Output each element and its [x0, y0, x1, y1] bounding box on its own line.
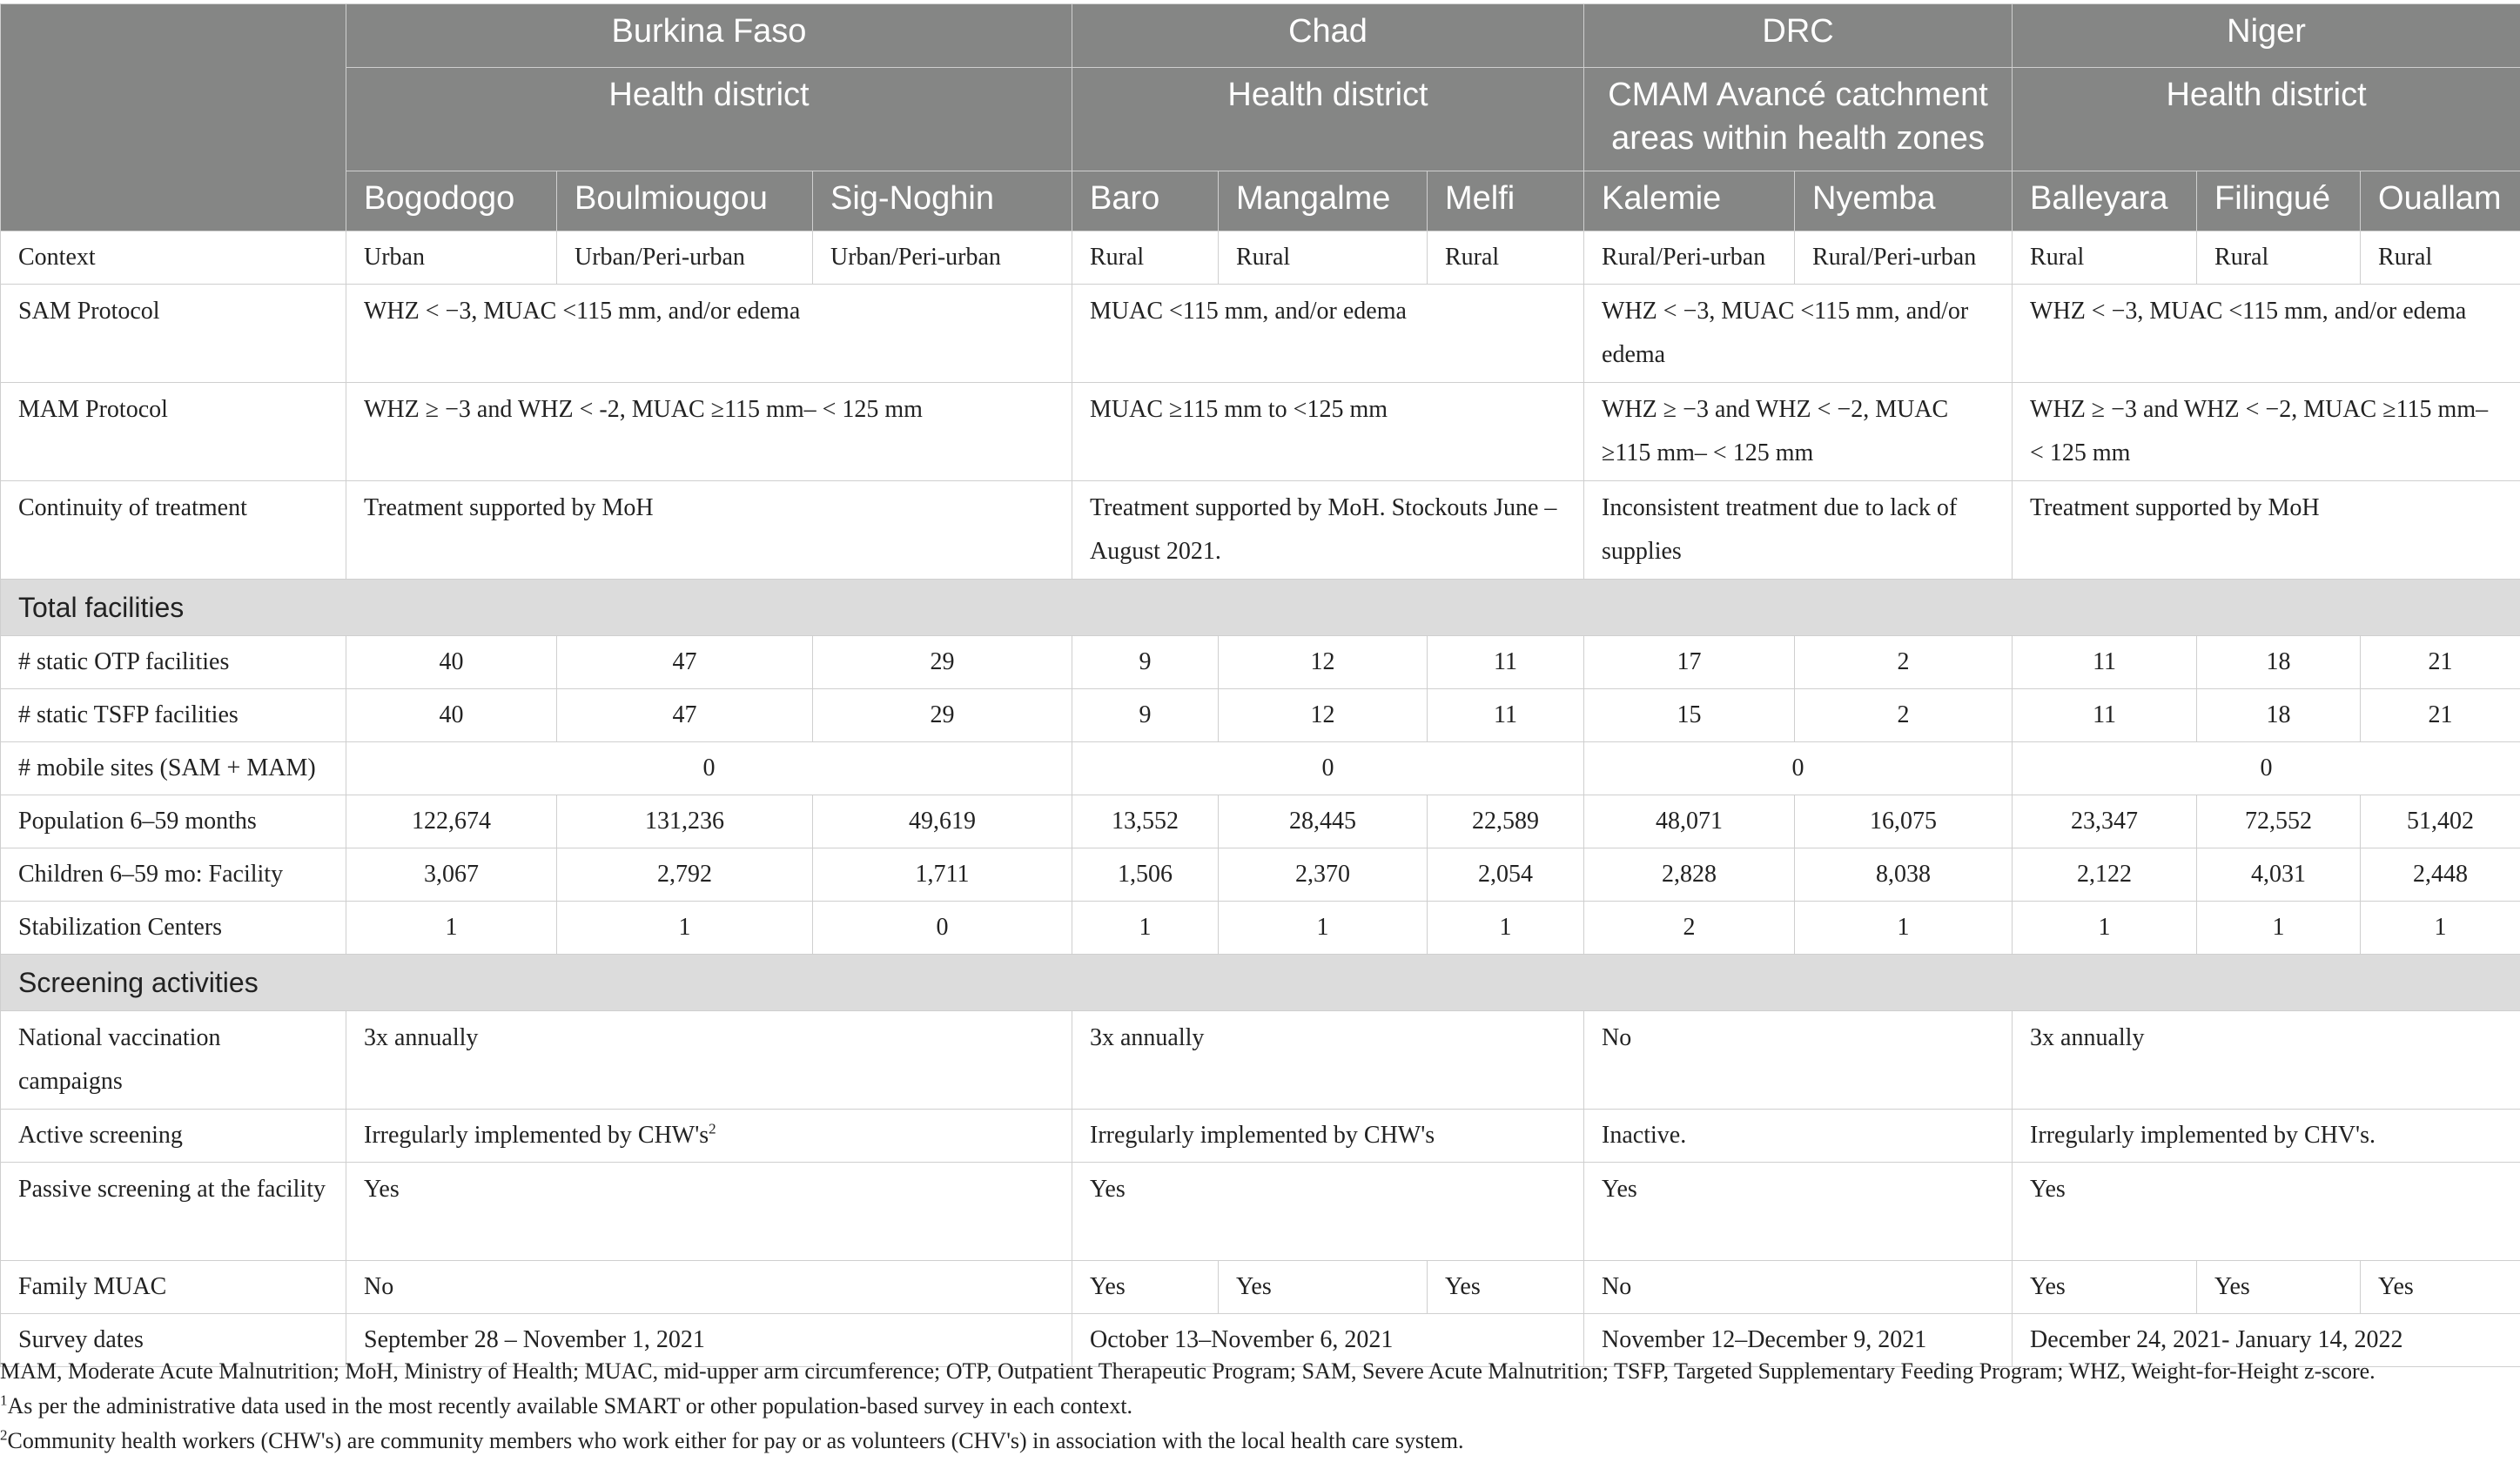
cell: 28,445 — [1219, 795, 1428, 848]
cell: Inconsistent treatment due to lack of supplies — [1584, 481, 2013, 580]
cell: 3x annually — [346, 1011, 1072, 1110]
cell: 3x annually — [1072, 1011, 1584, 1110]
cell: 1 — [1072, 902, 1219, 955]
cell: WHZ ≥ −3 and WHZ < −2, MUAC ≥115 mm– < 125 mm — [1584, 383, 2013, 481]
row-label: Continuity of treatment — [1, 481, 346, 580]
table-footnotes — [0, 1354, 2520, 1459]
row-vaccination — [1, 1011, 2520, 1110]
row-label: # static TSFP facilities — [1, 689, 346, 742]
cell: Yes — [1428, 1261, 1584, 1314]
cell: 51,402 — [2361, 795, 2520, 848]
cell: Urban — [346, 231, 557, 285]
header-district-balleyara: Balleyara — [2013, 171, 2197, 231]
header-unit-chad: Health district — [1072, 68, 1584, 171]
row-label: Stabilization Centers — [1, 902, 346, 955]
cell: 2 — [1795, 636, 2013, 689]
cell: Yes — [2013, 1163, 2520, 1261]
cell: MUAC ≥115 mm to <125 mm — [1072, 383, 1584, 481]
header-unit-drc: CMAM Avancé catchment areas within health zones — [1584, 68, 2013, 171]
row-label: Children 6–59 mo: Facility — [1, 848, 346, 902]
header-unit-niger: Health district — [2013, 68, 2520, 171]
row-otp — [1, 636, 2520, 689]
row-population — [1, 795, 2520, 848]
cell: Irregularly implemented by CHW's — [1072, 1110, 1584, 1163]
cell: Yes — [1072, 1163, 1584, 1261]
header-district-mangalme: Mangalme — [1219, 171, 1428, 231]
cell: Rural — [2013, 231, 2197, 285]
cell: 40 — [346, 636, 557, 689]
cell: December 24, 2021- January 14, 2022 — [2013, 1314, 2520, 1367]
cell: 2 — [1584, 902, 1795, 955]
section-screening-activities — [1, 955, 2520, 1011]
cell: 0 — [2013, 742, 2520, 795]
row-family-muac — [1, 1261, 2520, 1314]
cell: 18 — [2197, 636, 2361, 689]
section-title: Screening activities — [1, 955, 2520, 1011]
cell: 1 — [1428, 902, 1584, 955]
cell: 9 — [1072, 689, 1219, 742]
cell: 1 — [2361, 902, 2520, 955]
cell: WHZ ≥ −3 and WHZ < −2, MUAC ≥115 mm– < 125 mm — [2013, 383, 2520, 481]
cell: 1 — [2197, 902, 2361, 955]
footnote-marker: 2 — [709, 1120, 716, 1137]
footnote-2 — [0, 1424, 2520, 1459]
cell: 2,122 — [2013, 848, 2197, 902]
cell: October 13–November 6, 2021 — [1072, 1314, 1584, 1367]
header-country-chad: Chad — [1072, 4, 1584, 68]
header-district-bogodogo: Bogodogo — [346, 171, 557, 231]
cell: 21 — [2361, 689, 2520, 742]
cell: 1 — [1795, 902, 2013, 955]
header-district-baro: Baro — [1072, 171, 1219, 231]
cell: Treatment supported by MoH. Stockouts June – August 2021. — [1072, 481, 1584, 580]
cell: 0 — [1072, 742, 1584, 795]
row-label: Family MUAC — [1, 1261, 346, 1314]
row-label: Context — [1, 231, 346, 285]
section-title: Total facilities — [1, 580, 2520, 636]
cell: Rural — [1219, 231, 1428, 285]
cell: 17 — [1584, 636, 1795, 689]
header-district-sig-noghin: Sig-Noghin — [813, 171, 1072, 231]
row-label: MAM Protocol — [1, 383, 346, 481]
cell: WHZ < −3, MUAC <115 mm, and/or edema — [2013, 285, 2520, 383]
cell: 40 — [346, 689, 557, 742]
footnote-marker: 1 — [0, 1392, 8, 1409]
cell: 29 — [813, 689, 1072, 742]
cell: 13,552 — [1072, 795, 1219, 848]
cell: 11 — [1428, 636, 1584, 689]
row-label: # static OTP facilities — [1, 636, 346, 689]
header-corner — [1, 4, 346, 231]
cell: 12 — [1219, 636, 1428, 689]
cell: 47 — [557, 689, 813, 742]
cell: 11 — [2013, 689, 2197, 742]
header-district-ouallam: Ouallam — [2361, 171, 2520, 231]
section-total-facilities — [1, 580, 2520, 636]
cell: Yes — [2013, 1261, 2197, 1314]
cell: Yes — [346, 1163, 1072, 1261]
cell: November 12–December 9, 2021 — [1584, 1314, 2013, 1367]
row-label: Active screening — [1, 1110, 346, 1163]
row-passive-screening — [1, 1163, 2520, 1261]
cell: Treatment supported by MoH — [2013, 481, 2520, 580]
cell: 0 — [1584, 742, 2013, 795]
row-tsfp — [1, 689, 2520, 742]
cell: 16,075 — [1795, 795, 2013, 848]
header-district-nyemba: Nyemba — [1795, 171, 2013, 231]
cell: No — [346, 1261, 1072, 1314]
cell: 2,792 — [557, 848, 813, 902]
cell: Urban/Peri-urban — [557, 231, 813, 285]
cell: Yes — [1219, 1261, 1428, 1314]
row-label: Population 6–59 months — [1, 795, 346, 848]
cell-text: Irregularly implemented by CHW's — [364, 1122, 709, 1149]
cell: No — [1584, 1261, 2013, 1314]
header-district-kalemie: Kalemie — [1584, 171, 1795, 231]
cell: 2,370 — [1219, 848, 1428, 902]
row-context — [1, 231, 2520, 285]
cell: No — [1584, 1011, 2013, 1110]
data-table — [0, 3, 2520, 1367]
cell: Rural — [1072, 231, 1219, 285]
row-mobile-sites — [1, 742, 2520, 795]
header-district-boulmiougou: Boulmiougou — [557, 171, 813, 231]
cell: 9 — [1072, 636, 1219, 689]
row-label: # mobile sites (SAM + MAM) — [1, 742, 346, 795]
cell: 1,711 — [813, 848, 1072, 902]
cell: Rural — [2197, 231, 2361, 285]
cell: 8,038 — [1795, 848, 2013, 902]
cell: 11 — [2013, 636, 2197, 689]
cell: 3x annually — [2013, 1011, 2520, 1110]
cell — [346, 1110, 1072, 1163]
cell: 15 — [1584, 689, 1795, 742]
cell: 0 — [346, 742, 1072, 795]
row-sam-protocol — [1, 285, 2520, 383]
cell: 21 — [2361, 636, 2520, 689]
cell: 29 — [813, 636, 1072, 689]
cell: Inactive. — [1584, 1110, 2013, 1163]
cell: 122,674 — [346, 795, 557, 848]
cell: 22,589 — [1428, 795, 1584, 848]
cell: 49,619 — [813, 795, 1072, 848]
row-children-facility — [1, 848, 2520, 902]
footnote-1 — [0, 1389, 2520, 1424]
cell: Irregularly implemented by CHV's. — [2013, 1110, 2520, 1163]
cell: 12 — [1219, 689, 1428, 742]
cell: 1 — [557, 902, 813, 955]
cell: Yes — [2361, 1261, 2520, 1314]
cell: 48,071 — [1584, 795, 1795, 848]
header-country-niger: Niger — [2013, 4, 2520, 68]
cell: WHZ < −3, MUAC <115 mm, and/or edema — [346, 285, 1072, 383]
cell: 72,552 — [2197, 795, 2361, 848]
cell: WHZ ≥ −3 and WHZ < -2, MUAC ≥115 mm– < 125 mm — [346, 383, 1072, 481]
cell: 3,067 — [346, 848, 557, 902]
row-label: Survey dates — [1, 1314, 346, 1367]
row-active-screening — [1, 1110, 2520, 1163]
header-district-filingue: Filingué — [2197, 171, 2361, 231]
cell: 2,448 — [2361, 848, 2520, 902]
footnote-abbreviations: MAM, Moderate Acute Malnutrition; MoH, Ministry of Health; MUAC, mid-upper arm circumference; OTP, Outpatient Therapeutic Program; SAM, Severe Acute Malnutrition; TSFP, Targeted Supplementary Feeding Program; WHZ, Weight-for-Height z-score. — [0, 1358, 2376, 1384]
cell: 2,828 — [1584, 848, 1795, 902]
cell: MUAC <115 mm, and/or edema — [1072, 285, 1584, 383]
cell: September 28 – November 1, 2021 — [346, 1314, 1072, 1367]
footnote-marker: 2 — [0, 1426, 8, 1444]
header-country-burkina-faso: Burkina Faso — [346, 4, 1072, 68]
cell: 2,054 — [1428, 848, 1584, 902]
cell: 4,031 — [2197, 848, 2361, 902]
cell: 47 — [557, 636, 813, 689]
cell: Yes — [2197, 1261, 2361, 1314]
footnote-text: As per the administrative data used in the most recently available SMART or other population-based survey in each context. — [7, 1393, 1133, 1418]
row-label: Passive screening at the facility — [1, 1163, 346, 1261]
cell: Rural — [1428, 231, 1584, 285]
header-unit-burkina-faso: Health district — [346, 68, 1072, 171]
row-label: National vaccination campaigns — [1, 1011, 346, 1110]
cell: Urban/Peri-urban — [813, 231, 1072, 285]
cell: Rural — [2361, 231, 2520, 285]
cell: Yes — [1584, 1163, 2013, 1261]
cell: 1,506 — [1072, 848, 1219, 902]
cell: Yes — [1072, 1261, 1219, 1314]
cell: 131,236 — [557, 795, 813, 848]
cell: 0 — [813, 902, 1072, 955]
row-label: SAM Protocol — [1, 285, 346, 383]
cell: 18 — [2197, 689, 2361, 742]
header-country-drc: DRC — [1584, 4, 2013, 68]
cell: 2 — [1795, 689, 2013, 742]
cell: Rural/Peri-urban — [1584, 231, 1795, 285]
cell: 1 — [2013, 902, 2197, 955]
cell: WHZ < −3, MUAC <115 mm, and/or edema — [1584, 285, 2013, 383]
cell: 23,347 — [2013, 795, 2197, 848]
footnote-text: Community health workers (CHW's) are community members who work either for pay or as volunteers (CHV's) in association with the local health care system. — [7, 1428, 1464, 1453]
row-stabilization-centers — [1, 902, 2520, 955]
header-district-melfi: Melfi — [1428, 171, 1584, 231]
cell: 1 — [346, 902, 557, 955]
cell: Rural/Peri-urban — [1795, 231, 2013, 285]
row-mam-protocol — [1, 383, 2520, 481]
cell: 1 — [1219, 902, 1428, 955]
row-continuity — [1, 481, 2520, 580]
cell: Treatment supported by MoH — [346, 481, 1072, 580]
cell: 11 — [1428, 689, 1584, 742]
